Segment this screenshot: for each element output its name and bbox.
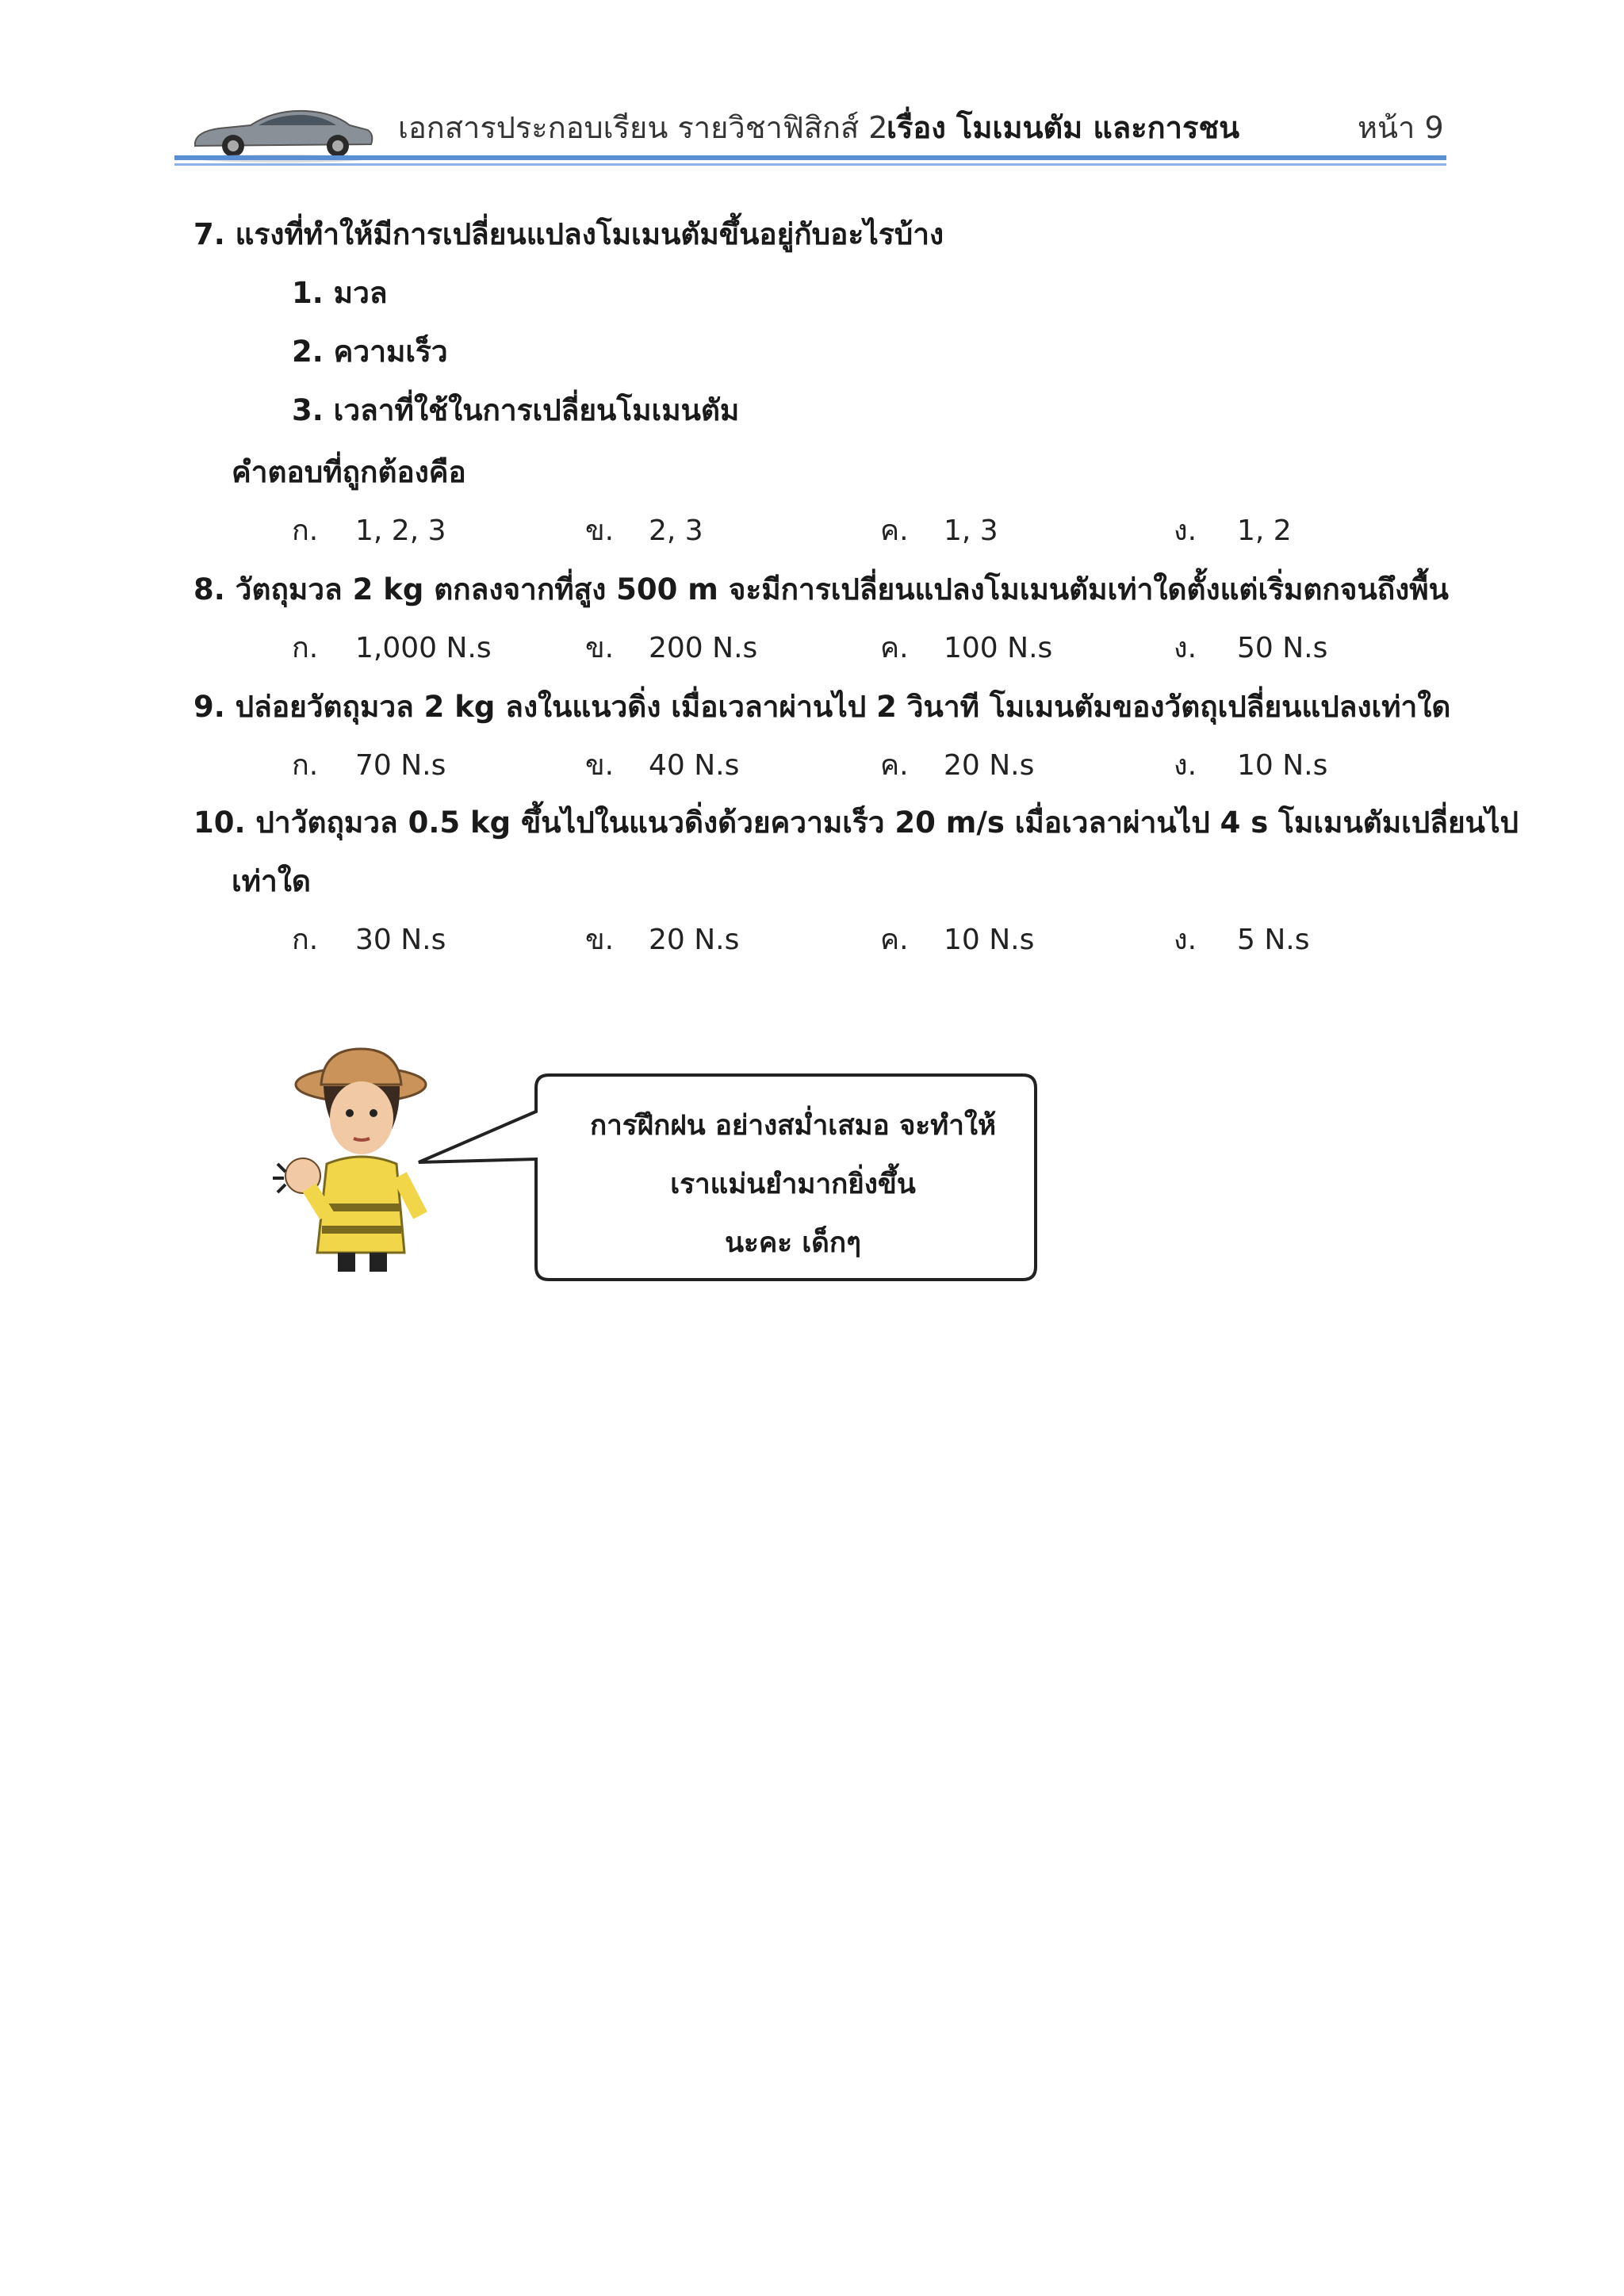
bubble-line-1: การฝึกฝน อย่างสม่ำเสมอ จะทำให้ [589, 1110, 997, 1142]
header-rule [174, 155, 1446, 160]
question-8: 8. วัตถุมวล 2 kg ตกลงจากที่สูง 500 m จะมีการเปลี่ยนแปลงโมเมนตัมเท่าใดตั้งแต่เริ่มตกจนถึงพื้น [193, 572, 1449, 607]
document-title: เอกสารประกอบเรียน รายวิชาฟิสิกส์ 2 [398, 110, 888, 145]
option-c: ค. 1, 3 [880, 515, 998, 547]
question-7-item-3: 3. เวลาที่ใช้ในการเปลี่ยนโมเมนตัม [292, 393, 740, 427]
girl-mascot-icon [254, 1045, 436, 1275]
option-d: ง. 50 N.s [1174, 632, 1328, 664]
question-9: 9. ปล่อยวัตถุมวล 2 kg ลงในแนวดิ่ง เมื่อเวลาผ่านไป 2 วินาที โมเมนตัมของวัตถุเปลี่ยนแปลงเท่าใด [193, 690, 1451, 724]
question-7-item-2: 2. ความเร็ว [292, 335, 448, 369]
option-d: ง. 1, 2 [1174, 515, 1292, 547]
topic-title: เรื่อง โมเมนตัม และการชน [887, 110, 1240, 145]
question-10-continued: เท่าใด [232, 864, 311, 898]
option-d: ง. 5 N.s [1174, 924, 1310, 956]
bubble-line-3: นะคะ เด็กๆ [725, 1227, 861, 1259]
option-b: ข. 200 N.s [585, 632, 758, 664]
option-d: ง. 10 N.s [1174, 749, 1328, 782]
question-10: 10. ปาวัตถุมวล 0.5 kg ขึ้นไปในแนวดิ่งด้วยความเร็ว 20 m/s เมื่อเวลาผ่านไป 4 s โมเมนตัมเปลี่ยนไป [193, 806, 1519, 840]
option-b: ข. 20 N.s [585, 924, 740, 956]
option-c: ค. 10 N.s [880, 924, 1035, 956]
header-rule-secondary [174, 163, 1446, 166]
question-7-item-1: 1. มวล [292, 276, 388, 310]
bubble-line-2: เราแม่นยำมากยิ่งขึ้น [670, 1169, 916, 1200]
car-icon [187, 94, 377, 165]
option-a: ก. 30 N.s [292, 924, 446, 956]
option-c: ค. 20 N.s [880, 749, 1035, 782]
option-b: ข. 40 N.s [585, 749, 740, 782]
page-number: หน้า 9 [1358, 110, 1444, 145]
option-a: ก. 1,000 N.s [292, 632, 492, 664]
question-7: 7. แรงที่ทำให้มีการเปลี่ยนแปลงโมเมนตัมขึ้นอยู่กับอะไรบ้าง [193, 217, 944, 251]
option-a: ก. 1, 2, 3 [292, 515, 446, 547]
option-c: ค. 100 N.s [880, 632, 1053, 664]
question-7-prompt: คำตอบที่ถูกต้องคือ [232, 455, 466, 489]
option-b: ข. 2, 3 [585, 515, 703, 547]
option-a: ก. 70 N.s [292, 749, 446, 782]
